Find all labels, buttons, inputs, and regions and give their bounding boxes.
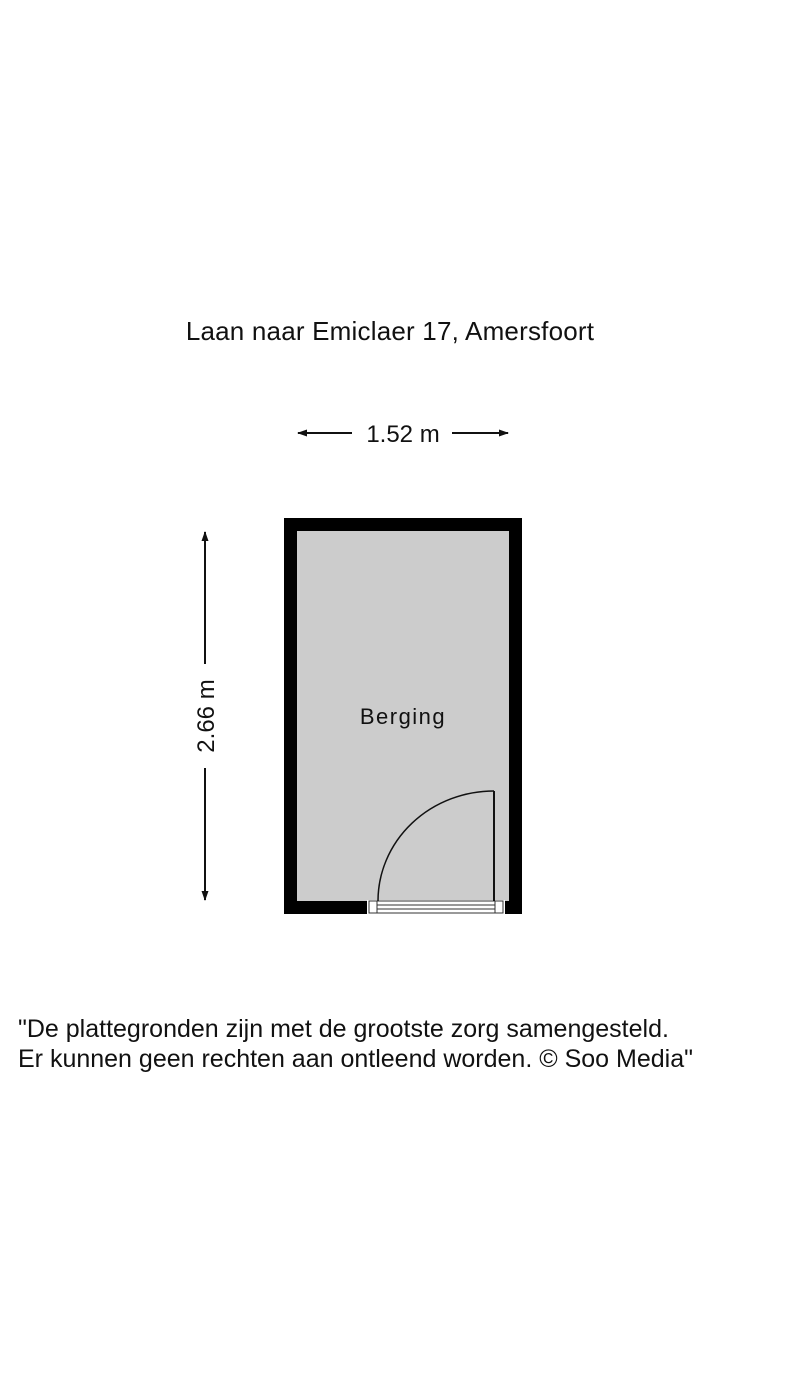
disclaimer [18, 1014, 783, 1074]
door-threshold [369, 901, 503, 913]
width-label: 1.52 m [366, 421, 440, 448]
height-dimension [193, 532, 220, 900]
room-label: Berging [359, 704, 447, 729]
disclaimer-line-2: Er kunnen geen rechten aan ontleend worden. © Soo Media" [18, 1045, 693, 1073]
disclaimer-line-1: "De plattegronden zijn met de grootste zorg samengesteld. [18, 1015, 669, 1043]
width-dimension [298, 421, 508, 448]
address-title: Laan naar Emiclaer 17, Amersfoort [185, 316, 595, 346]
height-label: 2.66 m [193, 679, 220, 753]
room-berging [284, 518, 522, 915]
